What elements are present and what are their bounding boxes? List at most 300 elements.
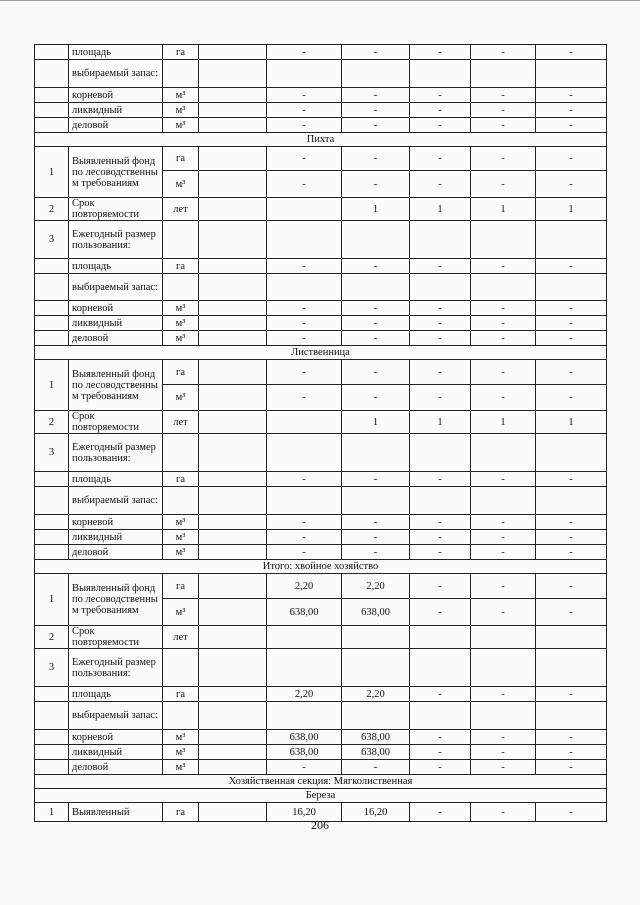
value-cell: -: [267, 360, 342, 385]
empty-cell: [199, 515, 267, 530]
empty-cell: [199, 88, 267, 103]
value-cell: -: [536, 545, 607, 560]
row-number: [35, 472, 69, 487]
value-cell: [536, 221, 607, 259]
empty-cell: [199, 171, 267, 198]
value-cell: -: [267, 171, 342, 198]
unit-cell: [163, 274, 199, 301]
row-number: 1: [35, 803, 69, 822]
value-cell: 1: [410, 411, 471, 434]
table-row: [35, 360, 607, 385]
unit-cell: га: [163, 687, 199, 702]
value-cell: -: [410, 515, 471, 530]
value-cell: 1: [342, 411, 410, 434]
value-cell: [342, 649, 410, 687]
row-label: ликвидный: [69, 316, 163, 331]
empty-cell: [199, 301, 267, 316]
row-number: 2: [35, 198, 69, 221]
value-cell: -: [471, 331, 536, 346]
unit-cell: га: [163, 45, 199, 60]
row-label: корневой: [69, 88, 163, 103]
unit-cell: м³: [163, 331, 199, 346]
section-header-row: [35, 346, 607, 360]
empty-cell: [199, 626, 267, 649]
row-number: [35, 118, 69, 133]
value-cell: 638,00: [342, 745, 410, 760]
row-label: корневой: [69, 730, 163, 745]
empty-cell: [199, 687, 267, 702]
table-row: [35, 649, 607, 687]
value-cell: -: [536, 301, 607, 316]
value-cell: -: [410, 147, 471, 171]
value-cell: -: [536, 745, 607, 760]
section-header-row: [35, 775, 607, 789]
table-row: [35, 221, 607, 259]
value-cell: -: [267, 472, 342, 487]
value-cell: -: [471, 472, 536, 487]
unit-cell: лет: [163, 198, 199, 221]
table-row: [35, 730, 607, 745]
value-cell: 1: [342, 198, 410, 221]
value-cell: -: [267, 760, 342, 775]
table-row: [35, 88, 607, 103]
empty-cell: [199, 574, 267, 599]
table-row: [35, 545, 607, 560]
empty-cell: [199, 730, 267, 745]
row-label: Ежегодный размер пользования:: [69, 221, 163, 259]
value-cell: [471, 702, 536, 730]
value-cell: [471, 626, 536, 649]
empty-cell: [199, 745, 267, 760]
value-cell: -: [342, 45, 410, 60]
value-cell: -: [410, 545, 471, 560]
value-cell: [267, 487, 342, 515]
value-cell: [342, 434, 410, 472]
row-label: ликвидный: [69, 530, 163, 545]
unit-cell: га: [163, 360, 199, 385]
value-cell: -: [342, 301, 410, 316]
value-cell: -: [342, 88, 410, 103]
value-cell: -: [267, 103, 342, 118]
value-cell: -: [536, 472, 607, 487]
value-cell: -: [536, 316, 607, 331]
row-number: [35, 316, 69, 331]
value-cell: -: [471, 88, 536, 103]
value-cell: -: [410, 385, 471, 411]
value-cell: -: [342, 472, 410, 487]
value-cell: [536, 702, 607, 730]
table-row: [35, 45, 607, 60]
value-cell: -: [410, 45, 471, 60]
unit-cell: м³: [163, 545, 199, 560]
section-title: Лиственница: [35, 346, 607, 360]
unit-cell: м³: [163, 171, 199, 198]
value-cell: 638,00: [342, 599, 410, 626]
value-cell: 1: [536, 411, 607, 434]
value-cell: -: [410, 118, 471, 133]
value-cell: 2,20: [342, 574, 410, 599]
value-cell: 638,00: [342, 730, 410, 745]
value-cell: [410, 649, 471, 687]
empty-cell: [199, 530, 267, 545]
value-cell: 1: [410, 198, 471, 221]
value-cell: -: [471, 530, 536, 545]
section-title: Хозяйственная секция: Мягколиственная: [35, 775, 607, 789]
table-row: [35, 574, 607, 599]
value-cell: 638,00: [267, 745, 342, 760]
value-cell: -: [536, 259, 607, 274]
value-cell: -: [410, 316, 471, 331]
section-title: Пихта: [35, 133, 607, 147]
row-label: Выявленный фонд по лесоводственны м требованиям: [69, 360, 163, 411]
empty-cell: [199, 385, 267, 411]
value-cell: 638,00: [267, 599, 342, 626]
value-cell: -: [410, 301, 471, 316]
value-cell: -: [410, 171, 471, 198]
unit-cell: га: [163, 574, 199, 599]
value-cell: -: [267, 301, 342, 316]
value-cell: -: [536, 803, 607, 822]
value-cell: -: [342, 331, 410, 346]
unit-cell: га: [163, 472, 199, 487]
empty-cell: [199, 118, 267, 133]
empty-cell: [199, 599, 267, 626]
value-cell: -: [410, 259, 471, 274]
value-cell: 1: [471, 411, 536, 434]
table-row: [35, 331, 607, 346]
value-cell: [267, 60, 342, 88]
value-cell: -: [471, 385, 536, 411]
value-cell: -: [536, 360, 607, 385]
empty-cell: [199, 360, 267, 385]
empty-cell: [199, 221, 267, 259]
row-label: деловой: [69, 331, 163, 346]
table-row: [35, 103, 607, 118]
value-cell: -: [410, 331, 471, 346]
row-number: [35, 274, 69, 301]
section-header-row: [35, 133, 607, 147]
value-cell: [536, 60, 607, 88]
row-number: 3: [35, 649, 69, 687]
value-cell: [342, 274, 410, 301]
unit-cell: га: [163, 259, 199, 274]
row-number: [35, 88, 69, 103]
row-label: Ежегодный размер пользования:: [69, 434, 163, 472]
empty-cell: [199, 434, 267, 472]
value-cell: [267, 434, 342, 472]
unit-cell: м³: [163, 385, 199, 411]
value-cell: [471, 434, 536, 472]
value-cell: -: [342, 118, 410, 133]
value-cell: -: [410, 760, 471, 775]
value-cell: -: [342, 515, 410, 530]
value-cell: -: [471, 730, 536, 745]
value-cell: [471, 487, 536, 515]
value-cell: -: [471, 760, 536, 775]
table-row: [35, 147, 607, 171]
table-row: [35, 118, 607, 133]
table-row: [35, 760, 607, 775]
row-number: [35, 487, 69, 515]
value-cell: [342, 221, 410, 259]
value-cell: -: [536, 515, 607, 530]
empty-cell: [199, 331, 267, 346]
value-cell: -: [267, 515, 342, 530]
value-cell: [267, 411, 342, 434]
table-row: [35, 626, 607, 649]
unit-cell: [163, 60, 199, 88]
empty-cell: [199, 60, 267, 88]
row-label: выбираемый запас:: [69, 487, 163, 515]
row-label: Ежегодный размер пользования:: [69, 649, 163, 687]
row-number: 1: [35, 147, 69, 198]
empty-cell: [199, 472, 267, 487]
value-cell: -: [536, 687, 607, 702]
row-label: Срок повторяемости: [69, 411, 163, 434]
value-cell: -: [267, 530, 342, 545]
value-cell: [267, 274, 342, 301]
value-cell: -: [342, 259, 410, 274]
value-cell: [410, 702, 471, 730]
value-cell: [471, 649, 536, 687]
value-cell: -: [471, 515, 536, 530]
table-row: [35, 687, 607, 702]
value-cell: -: [471, 545, 536, 560]
unit-cell: лет: [163, 626, 199, 649]
value-cell: [267, 221, 342, 259]
empty-cell: [199, 760, 267, 775]
value-cell: -: [536, 574, 607, 599]
row-label: выбираемый запас:: [69, 60, 163, 88]
value-cell: -: [410, 472, 471, 487]
row-number: 2: [35, 626, 69, 649]
unit-cell: м³: [163, 730, 199, 745]
value-cell: -: [471, 687, 536, 702]
row-label: выбираемый запас:: [69, 702, 163, 730]
unit-cell: м³: [163, 316, 199, 331]
value-cell: -: [410, 803, 471, 822]
value-cell: -: [471, 316, 536, 331]
row-number: [35, 530, 69, 545]
row-number: [35, 60, 69, 88]
row-number: [35, 702, 69, 730]
value-cell: -: [410, 530, 471, 545]
table-row: [35, 745, 607, 760]
row-label: площадь: [69, 472, 163, 487]
table-row: [35, 301, 607, 316]
row-label: площадь: [69, 45, 163, 60]
value-cell: -: [471, 803, 536, 822]
row-number: [35, 301, 69, 316]
empty-cell: [199, 411, 267, 434]
value-cell: -: [342, 530, 410, 545]
value-cell: 16,20: [342, 803, 410, 822]
row-number: [35, 745, 69, 760]
table-row: [35, 472, 607, 487]
table-row: [35, 60, 607, 88]
unit-cell: [163, 702, 199, 730]
value-cell: -: [471, 45, 536, 60]
value-cell: -: [471, 360, 536, 385]
value-cell: 638,00: [267, 730, 342, 745]
value-cell: [410, 221, 471, 259]
value-cell: [342, 626, 410, 649]
value-cell: 2,20: [342, 687, 410, 702]
unit-cell: м³: [163, 760, 199, 775]
value-cell: -: [536, 599, 607, 626]
value-cell: 2,20: [267, 574, 342, 599]
value-cell: [471, 274, 536, 301]
unit-cell: [163, 434, 199, 472]
row-label: Срок повторяемости: [69, 626, 163, 649]
value-cell: -: [471, 103, 536, 118]
row-number: 3: [35, 434, 69, 472]
empty-cell: [199, 316, 267, 331]
value-cell: -: [471, 599, 536, 626]
value-cell: -: [536, 118, 607, 133]
unit-cell: м³: [163, 515, 199, 530]
value-cell: -: [410, 88, 471, 103]
value-cell: -: [536, 530, 607, 545]
unit-cell: м³: [163, 745, 199, 760]
unit-cell: м³: [163, 599, 199, 626]
value-cell: [536, 487, 607, 515]
table-row: [35, 259, 607, 274]
value-cell: -: [536, 385, 607, 411]
value-cell: -: [410, 687, 471, 702]
value-cell: [410, 434, 471, 472]
table-row: [35, 274, 607, 301]
value-cell: -: [342, 147, 410, 171]
value-cell: -: [410, 730, 471, 745]
row-number: [35, 760, 69, 775]
row-label: корневой: [69, 515, 163, 530]
unit-cell: га: [163, 803, 199, 822]
table-row: [35, 530, 607, 545]
row-number: [35, 687, 69, 702]
unit-cell: га: [163, 147, 199, 171]
value-cell: -: [267, 118, 342, 133]
value-cell: 16,20: [267, 803, 342, 822]
value-cell: -: [410, 360, 471, 385]
row-number: [35, 45, 69, 60]
section-header-row: [35, 560, 607, 574]
value-cell: [342, 702, 410, 730]
row-label: деловой: [69, 760, 163, 775]
row-number: 1: [35, 574, 69, 626]
unit-cell: м³: [163, 530, 199, 545]
row-label: выбираемый запас:: [69, 274, 163, 301]
value-cell: [267, 198, 342, 221]
empty-cell: [199, 487, 267, 515]
value-cell: -: [536, 88, 607, 103]
value-cell: [471, 60, 536, 88]
empty-cell: [199, 649, 267, 687]
value-cell: -: [410, 103, 471, 118]
value-cell: -: [471, 147, 536, 171]
value-cell: -: [267, 88, 342, 103]
value-cell: -: [410, 574, 471, 599]
value-cell: [410, 626, 471, 649]
empty-cell: [199, 545, 267, 560]
row-number: [35, 545, 69, 560]
value-cell: -: [342, 385, 410, 411]
table-row: [35, 434, 607, 472]
value-cell: -: [267, 316, 342, 331]
value-cell: [410, 487, 471, 515]
unit-cell: м³: [163, 88, 199, 103]
row-number: [35, 259, 69, 274]
row-number: 1: [35, 360, 69, 411]
row-label: ликвидный: [69, 103, 163, 118]
value-cell: -: [471, 745, 536, 760]
empty-cell: [199, 274, 267, 301]
value-cell: [267, 626, 342, 649]
row-number: [35, 331, 69, 346]
value-cell: 1: [471, 198, 536, 221]
value-cell: -: [536, 331, 607, 346]
value-cell: [267, 702, 342, 730]
value-cell: -: [536, 760, 607, 775]
value-cell: [471, 221, 536, 259]
value-cell: [536, 434, 607, 472]
empty-cell: [199, 702, 267, 730]
value-cell: -: [536, 171, 607, 198]
value-cell: -: [471, 171, 536, 198]
section-title: Береза: [35, 789, 607, 803]
row-number: 3: [35, 221, 69, 259]
value-cell: -: [471, 301, 536, 316]
value-cell: -: [267, 45, 342, 60]
value-cell: -: [536, 103, 607, 118]
top-rule: [0, 0, 640, 1]
value-cell: [536, 649, 607, 687]
value-cell: -: [267, 147, 342, 171]
section-title: Итого: хвойное хозяйство: [35, 560, 607, 574]
row-number: [35, 730, 69, 745]
value-cell: -: [267, 259, 342, 274]
value-cell: -: [342, 360, 410, 385]
table-row: [35, 411, 607, 434]
empty-cell: [199, 198, 267, 221]
value-cell: 2,20: [267, 687, 342, 702]
row-label: Выявленный фонд по лесоводственны м требованиям: [69, 574, 163, 626]
value-cell: -: [410, 745, 471, 760]
value-cell: 1: [536, 198, 607, 221]
value-cell: -: [471, 574, 536, 599]
table-row: [35, 487, 607, 515]
value-cell: -: [536, 730, 607, 745]
table-row: [35, 702, 607, 730]
value-cell: -: [536, 45, 607, 60]
row-label: площадь: [69, 259, 163, 274]
section-header-row: [35, 789, 607, 803]
value-cell: -: [342, 171, 410, 198]
value-cell: [267, 649, 342, 687]
row-label: Выявленный фонд по лесоводственны м требованиям: [69, 147, 163, 198]
value-cell: -: [471, 118, 536, 133]
empty-cell: [199, 259, 267, 274]
value-cell: [342, 60, 410, 88]
unit-cell: [163, 487, 199, 515]
unit-cell: [163, 649, 199, 687]
empty-cell: [199, 45, 267, 60]
row-label: Срок повторяемости: [69, 198, 163, 221]
value-cell: -: [471, 259, 536, 274]
row-label: ликвидный: [69, 745, 163, 760]
row-number: [35, 103, 69, 118]
value-cell: -: [410, 599, 471, 626]
